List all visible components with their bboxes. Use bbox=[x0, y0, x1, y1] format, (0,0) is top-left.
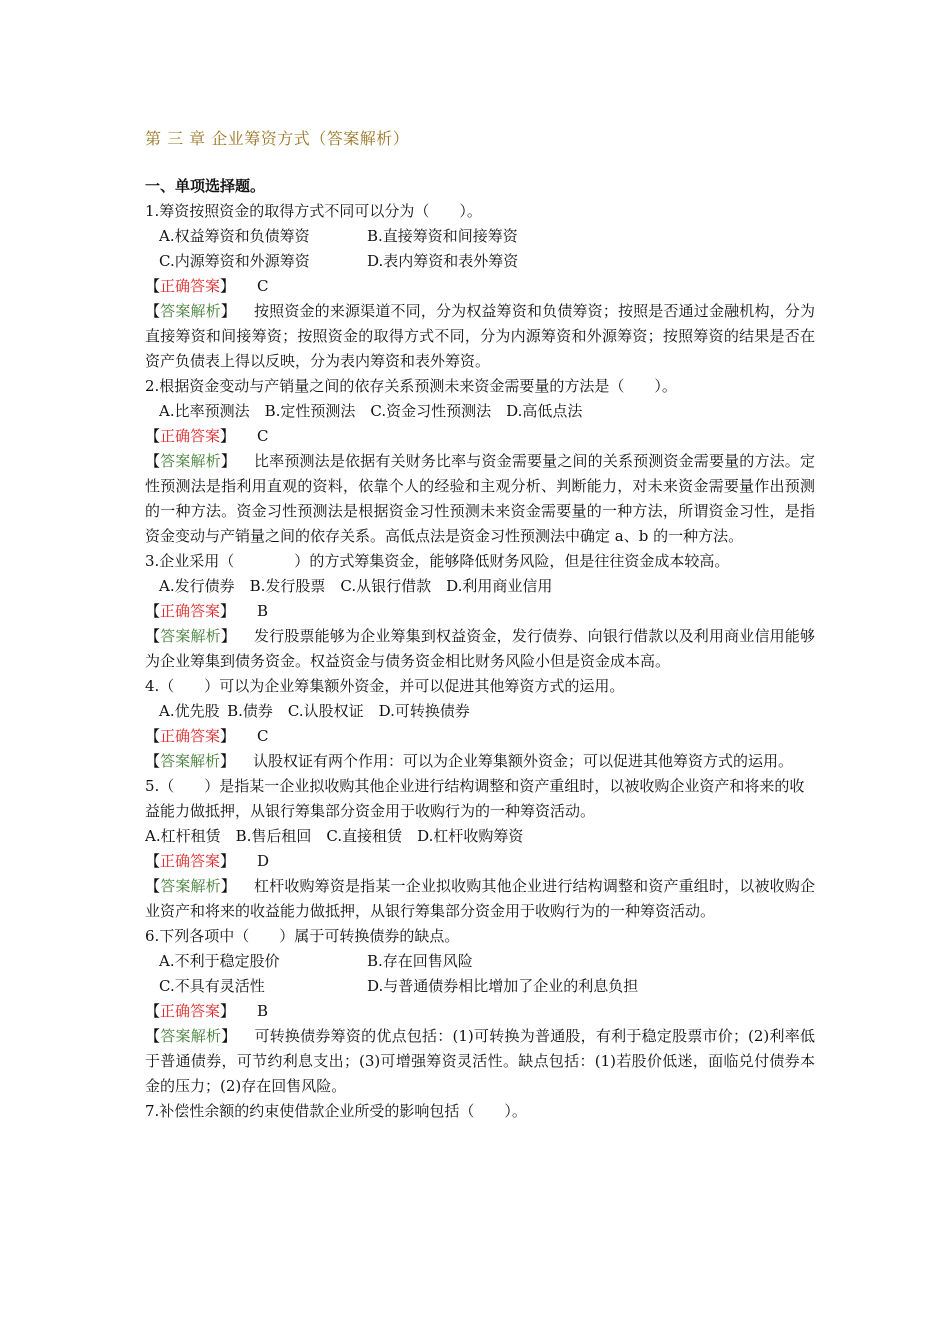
answer-value: B bbox=[257, 602, 269, 620]
option-a: A.发行债券 bbox=[159, 577, 235, 595]
option-c: C.直接租赁 bbox=[326, 827, 403, 845]
question-1-options-row-2 bbox=[145, 249, 815, 274]
answer-value: C bbox=[257, 277, 269, 295]
question-3-answer: 【正确答案】 B bbox=[145, 602, 269, 620]
question-3-explanation: 【答案解析】 发行股票能够为企业筹集到权益资金，发行债券、向银行借款以及利用商业信用能够为企业筹集到债务资金。权益资金与债务资金相比财务风险小但是资金成本高。 bbox=[145, 627, 815, 670]
explanation-text: 认股权证有两个作用：可以为企业筹集额外资金；可以促进其他筹资方式的运用。 bbox=[253, 752, 794, 770]
section-heading: 一、单项选择题。 bbox=[145, 177, 266, 195]
question-1-stem: 1.筹资按照资金的取得方式不同可以分为（ ）。 bbox=[145, 202, 482, 220]
answer-label: 正确答案 bbox=[160, 852, 221, 870]
question-6-explanation: 【答案解析】 可转换债券筹资的优点包括：(1)可转换为普通股，有利于稳定股票市价；(2)利率低于普通债券，可节约利息支出；(3)可增强筹资灵活性。缺点包括：(1)若股价低迷，面临兑付债券本金的压力；(2)存在回售风险。 bbox=[145, 1027, 815, 1095]
explain-label: 答案解析 bbox=[160, 452, 221, 470]
explanation-text: 比率预测法是依据有关财务比率与资金需要量之间的关系预测资金需要量的方法。定性预测法是指利用直观的资料，依靠个人的经验和主观分析、判断能力，对未来资金需要量作出预测的一种方法。资金习性预测法是根据资金习性预测未来资金需要量的一种方法，所谓资金习性，是指资金变动与产销量之间的依存关系。高低点法是资金习性预测法中确定 a、b 的一种方法。 bbox=[145, 452, 815, 545]
answer-value: C bbox=[257, 727, 269, 745]
question-5-stem: 5.（ ）是指某一企业拟收购其他企业进行结构调整和资产重组时，以被收购企业资产和将来的收益能力做抵押，从银行筹集部分资金用于收购行为的一种筹资活动。 bbox=[145, 777, 805, 820]
option-d: D.表内筹资和表外筹资 bbox=[367, 252, 519, 270]
question-3-options bbox=[145, 574, 815, 599]
explain-label: 答案解析 bbox=[160, 627, 221, 645]
answer-value: B bbox=[257, 1002, 269, 1020]
option-a: A.权益筹资和负债筹资 bbox=[159, 227, 310, 245]
option-b: B.存在回售风险 bbox=[367, 952, 473, 970]
explain-label: 答案解析 bbox=[160, 1027, 222, 1045]
document-body bbox=[145, 174, 815, 1124]
question-6-options-row-2 bbox=[145, 974, 815, 999]
question-4-explanation: 【答案解析】 认股权证有两个作用：可以为企业筹集额外资金；可以促进其他筹资方式的运用。 bbox=[145, 752, 794, 770]
question-6-answer: 【正确答案】 B bbox=[145, 1002, 269, 1020]
option-c: C.内源筹资和外源筹资 bbox=[159, 252, 310, 270]
option-d: D.可转换债券 bbox=[378, 702, 470, 720]
question-2-answer: 【正确答案】 C bbox=[145, 427, 269, 445]
question-6-options-row-1 bbox=[145, 949, 815, 974]
explanation-text: 可转换债券筹资的优点包括：(1)可转换为普通股，有利于稳定股票市价；(2)利率低于普通债券，可节约利息支出；(3)可增强筹资灵活性。缺点包括：(1)若股价低迷，面临兑付债券本金的压力；(2)存在回售风险。 bbox=[145, 1027, 815, 1095]
question-7-stem: 7.补偿性余额的约束使借款企业所受的影响包括（ ）。 bbox=[145, 1102, 527, 1120]
option-a: A.比率预测法 bbox=[159, 402, 250, 420]
option-a: A.不利于稳定股价 bbox=[159, 952, 280, 970]
question-3-stem: 3.企业采用（ ）的方式筹集资金，能够降低财务风险，但是往往资金成本较高。 bbox=[145, 552, 730, 570]
question-2-explanation: 【答案解析】 比率预测法是依据有关财务比率与资金需要量之间的关系预测资金需要量的方法。定性预测法是指利用直观的资料，依靠个人的经验和主观分析、判断能力，对未来资金需要量作出预测的一种方法。资金习性预测法是根据资金习性预测未来资金需要量的一种方法，所谓资金习性，是指资金变动与产销量之间的依存关系。高低点法是资金习性预测法中确定 a、b 的一种方法。 bbox=[145, 452, 815, 545]
question-1-options-row-1 bbox=[145, 224, 815, 249]
option-d: D.高低点法 bbox=[506, 402, 583, 420]
answer-label: 正确答案 bbox=[160, 277, 221, 295]
question-1-answer: 【正确答案】 C bbox=[145, 277, 269, 295]
option-c: C.从银行借款 bbox=[340, 577, 432, 595]
question-5-explanation: 【答案解析】 杠杆收购筹资是指某一企业拟收购其他企业进行结构调整和资产重组时，以被收购企业资产和将来的收益能力做抵押，从银行筹集部分资金用于收购行为的一种筹资活动。 bbox=[145, 877, 815, 920]
answer-value: C bbox=[257, 427, 269, 445]
answer-label: 正确答案 bbox=[160, 602, 221, 620]
question-4-stem: 4.（ ）可以为企业筹集额外资金，并可以促进其他筹资方式的运用。 bbox=[145, 677, 625, 695]
question-1-explanation: 【答案解析】 按照资金的来源渠道不同，分为权益筹资和负债筹资；按照是否通过金融机构，分为直接筹资和间接筹资；按照资金的取得方式不同，分为内源筹资和外源筹资；按照筹资的结果是否在资产负债表上得以反映，分为表内筹资和表外筹资。 bbox=[145, 302, 815, 370]
answer-value: D bbox=[257, 852, 270, 870]
option-a: A.杠杆租赁 bbox=[145, 827, 221, 845]
answer-label: 正确答案 bbox=[160, 727, 221, 745]
question-6-stem: 6.下列各项中（ ）属于可转换债券的缺点。 bbox=[145, 927, 460, 945]
option-d: D.杠杆收购筹资 bbox=[417, 827, 524, 845]
answer-label: 正确答案 bbox=[160, 427, 221, 445]
question-5-answer: 【正确答案】 D bbox=[145, 852, 270, 870]
option-b: B.售后租回 bbox=[235, 827, 312, 845]
question-2-options bbox=[145, 399, 815, 424]
explain-label: 答案解析 bbox=[160, 302, 221, 320]
option-b: B.债券 bbox=[227, 702, 273, 720]
option-c: C.不具有灵活性 bbox=[159, 977, 265, 995]
explanation-text: 发行股票能够为企业筹集到权益资金，发行债券、向银行借款以及利用商业信用能够为企业筹集到债务资金。权益资金与债务资金相比财务风险小但是资金成本高。 bbox=[145, 627, 815, 670]
option-c: C.资金习性预测法 bbox=[370, 402, 492, 420]
question-5-options bbox=[145, 824, 815, 849]
explain-label: 答案解析 bbox=[160, 752, 221, 770]
option-d: D.与普通债券相比增加了企业的利息负担 bbox=[367, 977, 639, 995]
option-b: B.直接筹资和间接筹资 bbox=[367, 227, 518, 245]
chapter-title: 第 三 章 企业筹资方式（答案解析） bbox=[145, 129, 410, 148]
explanation-text: 杠杆收购筹资是指某一企业拟收购其他企业进行结构调整和资产重组时，以被收购企业资产和将来的收益能力做抵押，从银行筹集部分资金用于收购行为的一种筹资活动。 bbox=[145, 877, 815, 920]
option-a: A.优先股 bbox=[159, 702, 220, 720]
question-4-answer: 【正确答案】 C bbox=[145, 727, 269, 745]
question-4-options bbox=[145, 699, 815, 724]
explanation-text: 按照资金的来源渠道不同，分为权益筹资和负债筹资；按照是否通过金融机构，分为直接筹资和间接筹资；按照资金的取得方式不同，分为内源筹资和外源筹资；按照筹资的结果是否在资产负债表上得以反映，分为表内筹资和表外筹资。 bbox=[145, 302, 815, 370]
option-c: C.认股权证 bbox=[287, 702, 364, 720]
option-b: B.发行股票 bbox=[249, 577, 326, 595]
question-2-stem: 2.根据资金变动与产销量之间的依存关系预测未来资金需要量的方法是（ ）。 bbox=[145, 377, 677, 395]
answer-label: 正确答案 bbox=[160, 1002, 221, 1020]
option-d: D.利用商业信用 bbox=[446, 577, 553, 595]
explain-label: 答案解析 bbox=[160, 877, 221, 895]
option-b: B.定性预测法 bbox=[264, 402, 356, 420]
